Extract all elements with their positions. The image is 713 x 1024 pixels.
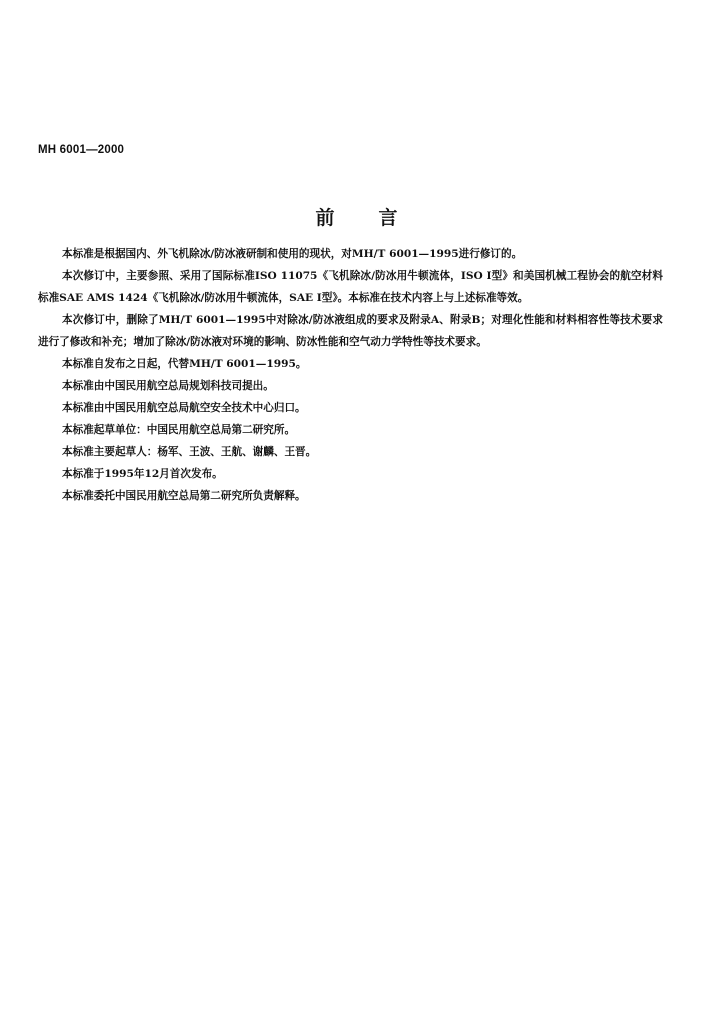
page-title bbox=[0, 203, 713, 230]
paragraph-drafters: 本标准主要起草人：杨军、王波、王航、谢麟、王晋。 bbox=[62, 446, 317, 458]
paragraph-revision-changes: 本次修订中，删除了MH/T 6001—1995中对除冰/防冰液组成的要求及附录A、附录B；对理化性能和材料相容性等技术要求进行了修改和补充；增加了除冰/防冰液对环境的影响、防冰性能和空气动力学特性等技术要求。 bbox=[38, 314, 663, 348]
title-char-1: 前 bbox=[315, 207, 335, 229]
paragraph-administrator: 本标准由中国民用航空总局航空安全技术中心归口。 bbox=[62, 402, 306, 414]
paragraph-replacement: 本标准自发布之日起，代替MH/T 6001—1995。 bbox=[62, 358, 307, 370]
standard-code: MH 6001—2000 bbox=[38, 144, 125, 156]
foreword-body bbox=[38, 243, 663, 507]
paragraph-interpretation: 本标准委托中国民用航空总局第二研究所负责解释。 bbox=[62, 490, 306, 502]
paragraph-revision-basis: 本标准是根据国内、外飞机除冰/防冰液研制和使用的现状，对MH/T 6001—1995进行修订的。 bbox=[62, 248, 523, 260]
title-char-2: 言 bbox=[378, 207, 398, 229]
paragraph-first-release: 本标准于1995年12月首次发布。 bbox=[62, 468, 223, 480]
paragraph-reference-standards: 本次修订中，主要参照、采用了国际标准ISO 11075《飞机除冰/防冰用牛顿流体，ISO Ⅰ型》和美国机械工程协会的航空材料标准SAE AMS 1424《飞机除冰/防冰用牛顿流体，SAE Ⅰ型》。本标准在技术内容上与上述标准等效。 bbox=[38, 270, 663, 304]
paragraph-drafting-unit: 本标准起草单位：中国民用航空总局第二研究所。 bbox=[62, 424, 296, 436]
paragraph-proposer: 本标准由中国民用航空总局规划科技司提出。 bbox=[62, 380, 274, 392]
